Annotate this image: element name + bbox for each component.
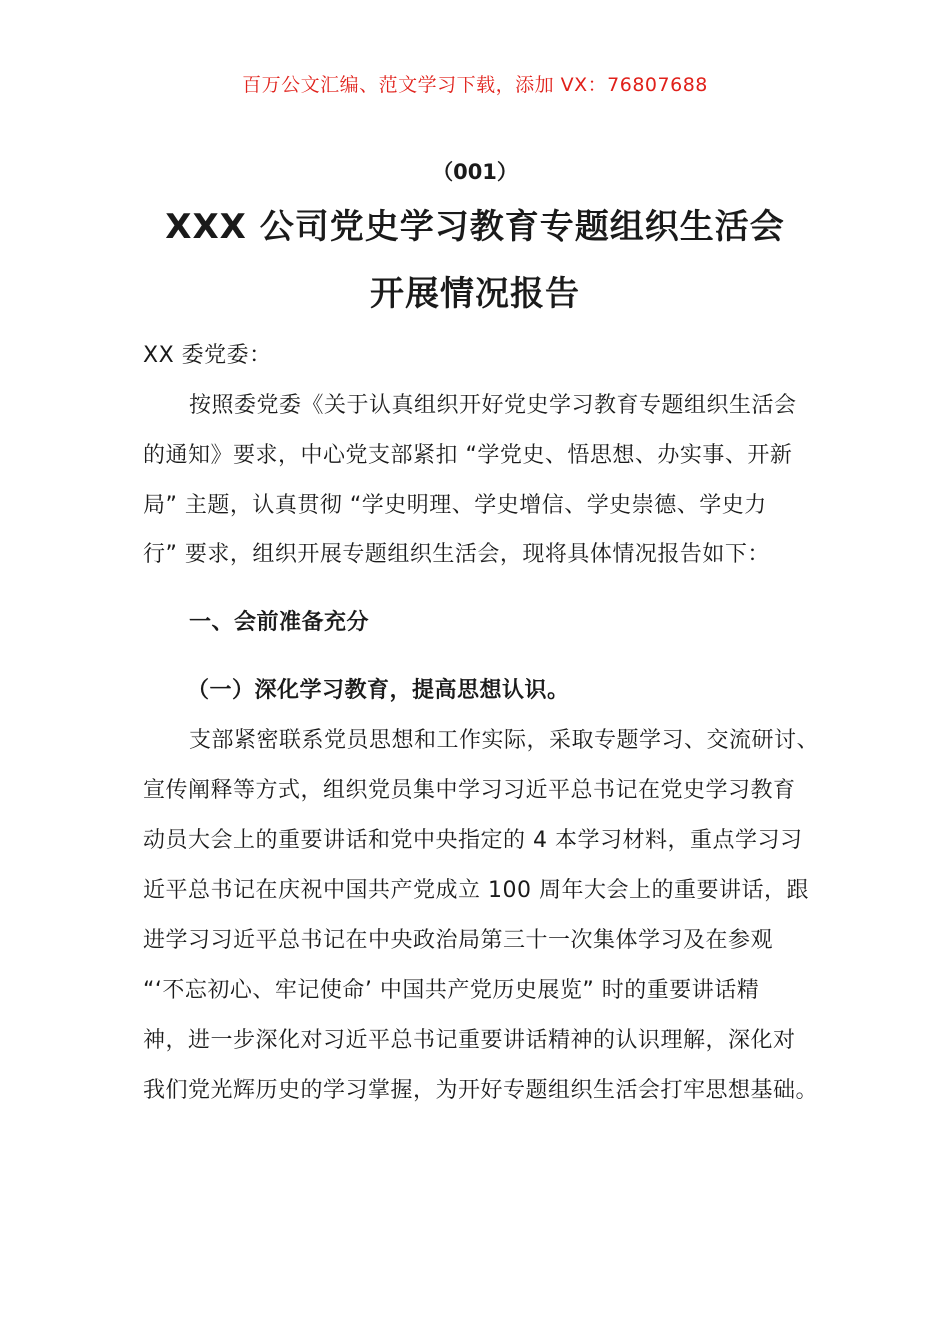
intro-line: 行” 要求，组织开展专题组织生活会，现将具体情况报告如下： <box>143 542 770 567</box>
intro-line: 的通知》要求，中心党支部紧扣 “学党史、悟思想、办实事、开新 <box>143 443 793 468</box>
document-title-line-1: XXX 公司党史学习教育专题组织生活会 <box>165 207 785 247</box>
body-line: 进学习习近平总书记在中央政治局第三十一次集体学习及在参观 <box>143 928 774 953</box>
body-line: 支部紧密联系党员思想和工作实际，采取专题学习、交流研讨、 <box>189 728 820 753</box>
document-title-line-2: 开展情况报告 <box>370 274 580 314</box>
document-number: （001） <box>432 160 518 184</box>
intro-line: 局” 主题，认真贯彻 “学史明理、学史增信、学史崇德、学史力 <box>143 493 767 518</box>
salutation: XX 委党委： <box>143 343 272 368</box>
intro-line: 按照委党委《关于认真组织开好党史学习教育专题组织生活会 <box>189 393 797 418</box>
body-line: 宣传阐释等方式，组织党员集中学习习近平总书记在党史学习教育 <box>143 778 796 803</box>
section-heading: 一、会前准备充分 <box>189 610 370 635</box>
body-line: 神，进一步深化对习近平总书记重要讲话精神的认识理解，深化对 <box>143 1028 796 1053</box>
body-line: 近平总书记在庆祝中国共产党成立 100 周年大会上的重要讲话，跟 <box>143 878 809 903</box>
body-line: 动员大会上的重要讲话和党中央指定的 4 本学习材料，重点学习习 <box>143 828 803 853</box>
subsection-heading: （一）深化学习教育，提高思想认识。 <box>187 678 570 703</box>
body-line: 我们党光辉历史的学习掌握，为开好专题组织生活会打牢思想基础。 <box>143 1078 819 1103</box>
body-line: “‘不忘初心、牢记使命’ 中国共产党历史展览” 时的重要讲话精 <box>143 978 760 1003</box>
header-watermark-note: 百万公文汇编、范文学习下载，添加 VX：76807688 <box>242 74 708 96</box>
